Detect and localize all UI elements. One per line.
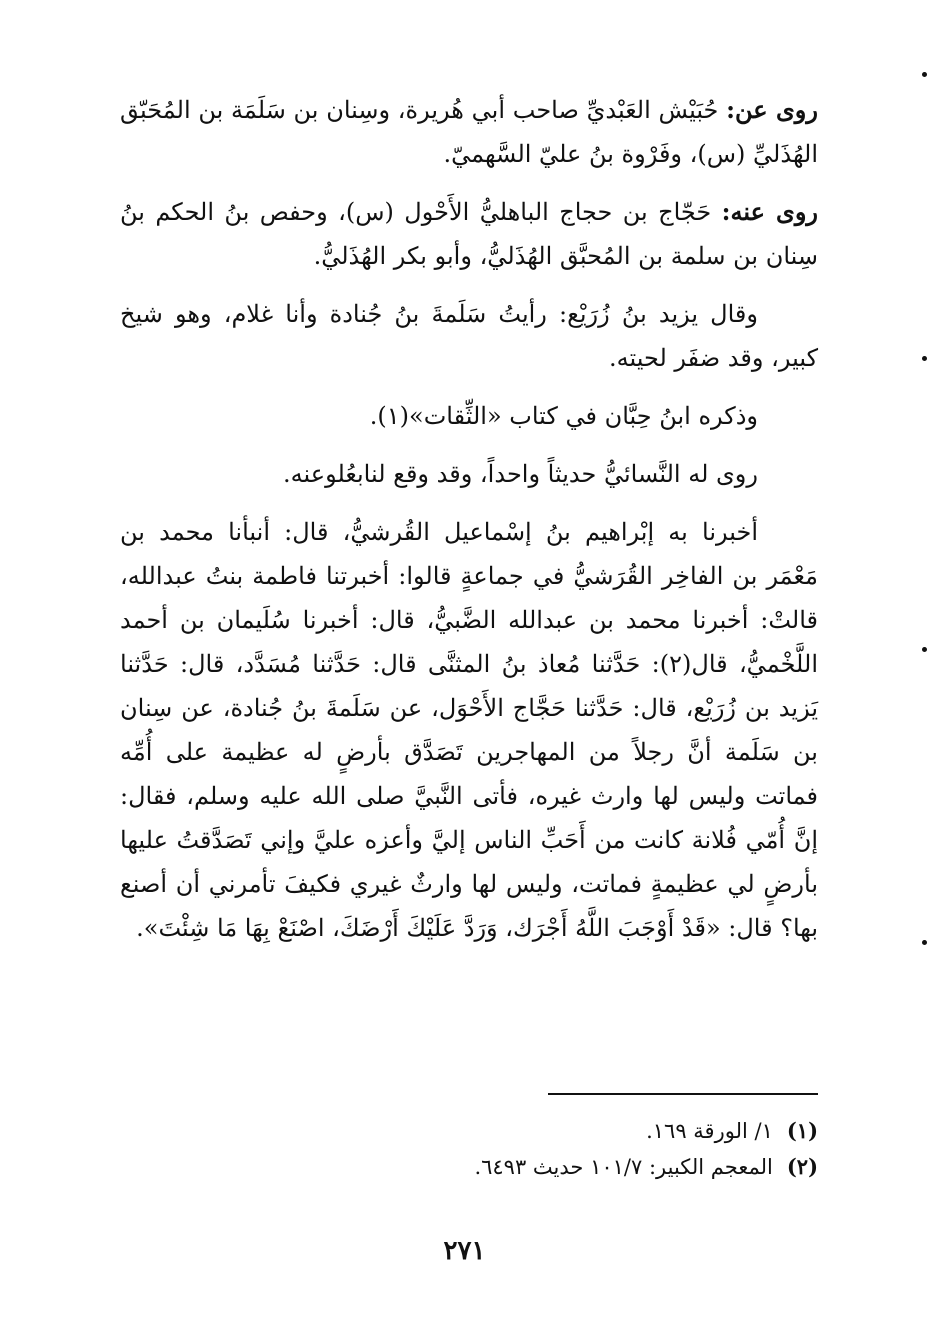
paragraph-nasai [120,452,818,496]
footnote-2 [120,1149,818,1185]
footnote-number: (٢) [786,1154,818,1179]
paragraph-ibn-hibban [120,394,818,438]
paragraph-text: حُبَيْش العَبْديِّ صاحب أبي هُريرة، وسِنان بن سَلَمَة بن المُحَبّق الهُذَليِّ (س)، وفَرْوة بنُ عليّ السَّهميّ. [120,96,818,168]
paragraph-text: حَجّاج بن حجاج الباهليُّ الأَحْول (س)، وحفص بنُ الحكم بنُ سِنان بن سلمة بن المُحبَّق الهُذَليُّ، وأبو بكر الهُذَليُّ. [120,198,818,270]
paragraph-text: أخبرنا به إبْراهيم بنُ إسْماعيل القُرشيُّ، قال: أنبأنا محمد بن مَعْمَر بن الفاخِر القُرَشيُّ في جماعةٍ قالوا: أخبرتنا فاطمة بنتُ عبدالله، قالتْ: أخبرنا محمد بن عبدالله الضَّبيُّ، قال: أخبرنا سُلَيمان بن أحمد اللَّخْميُّ، قال(٢): حَدَّثنا مُعاذ بنُ المثنَّى قال: حَدَّثنا مُسَدَّد، قال: حَدَّثنا يَزيد بن زُرَيْع، قال: حَدَّثنا حَجَّاج الأَحْوَل، عن سَلَمةَ بنُ جُنادة، عن سِنان بن سَلَمة أنَّ رجلاً من المهاجرين تَصَدَّق بأرضٍ له عظيمة على أُمِّه فماتت وليس لها وارث غيره، فأتى النَّبيَّ صلى الله عليه وسلم، فقال: إنَّ أُمّي فُلانة كانت من أَحَبِّ الناس إليَّ وأعزه عليَّ وإني تَصَدَّقتُ عليها بأرضٍ لي عظيمةٍ فماتت، وليس لها وارثٌ غيري فكيفَ تأمرني أن أصنع بها؟ قال: «قَدْ أَوْجَبَ اللَّهُ أَجْرَك، وَرَدَّ عَلَيْكَ أَرْضَكَ، اصْنَعْ بِهَا مَا شِئْتَ». [120,518,818,942]
footnote-text: ١/ الورقة ١٦٩. [646,1119,773,1143]
paragraph-text: وقال يزيد بنُ زُرَيْع: رأيتُ سَلَمةَ بنُ جُنادة وأنا غلام، وهو شيخ كبير، وقد ضفَر لحيته. [120,300,818,372]
footnote-divider [548,1093,818,1095]
paragraph-narrators-from-him [120,190,818,278]
page-number: ٢٧١ [443,1236,486,1266]
paragraph-text: وذكره ابنُ حِبَّان في كتاب «الثِّقات»(١). [369,402,758,430]
footnote-number: (١) [786,1118,818,1143]
paragraph-lead: روى عن: [726,95,818,124]
margin-mark [922,940,927,945]
footnote-1 [120,1113,818,1149]
paragraph-hadith-chain [120,510,818,950]
footnote-text: المعجم الكبير: ١٠١/٧ حديث ٦٤٩٣. [474,1155,773,1179]
paragraph-yazid-quote [120,292,818,380]
main-text [120,88,818,964]
margin-mark [922,72,927,77]
margin-mark [922,356,927,361]
paragraph-text: روى له النَّسائيُّ حديثاً واحداً، وقد وقع لنابعُلوعنه. [283,460,758,488]
footnotes [120,1093,818,1185]
margin-mark [922,647,927,652]
paragraph-narrated-from [120,88,818,176]
paragraph-lead: روى عنه: [721,197,818,226]
